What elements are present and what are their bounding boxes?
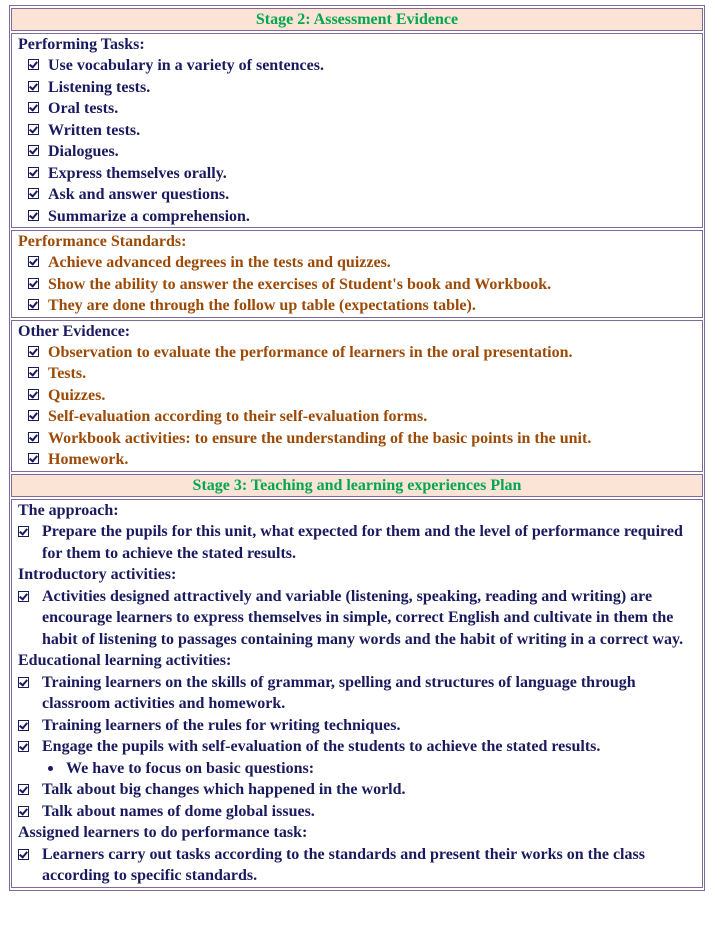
list-item: Listening tests. — [12, 77, 702, 99]
checkbox-icon — [28, 299, 39, 310]
checkbox-icon — [18, 849, 29, 860]
other-evidence-list — [12, 342, 702, 471]
checkbox-icon — [18, 784, 29, 795]
performing-tasks-heading: Performing Tasks: — [18, 36, 145, 53]
list-item: Observation to evaluate the performance of learners in the oral presentation. — [12, 342, 702, 364]
list-item: Engage the pupils with self-evaluation of the students to achieve the stated results. — [18, 736, 698, 758]
checkbox-icon — [28, 410, 39, 421]
educational-heading: Educational learning activities: — [18, 652, 232, 669]
checkbox-icon — [28, 346, 39, 357]
list-item: Summarize a comprehension. — [12, 206, 702, 228]
checkbox-icon — [28, 81, 39, 92]
performing-tasks-section — [11, 33, 703, 228]
performance-standards-section — [11, 230, 703, 318]
checkbox-icon — [28, 367, 39, 378]
list-item: Quizzes. — [12, 385, 702, 407]
list-item: Oral tests. — [12, 98, 702, 120]
checkbox-icon — [28, 210, 39, 221]
list-item: Dialogues. — [12, 141, 702, 163]
checkbox-icon — [28, 102, 39, 113]
performance-standards-list — [12, 252, 702, 317]
list-item: Express themselves orally. — [12, 163, 702, 185]
checkbox-icon — [18, 741, 29, 752]
checkbox-icon — [28, 432, 39, 443]
other-evidence-section — [11, 320, 703, 472]
stage3-title: Stage 3: Teaching and learning experiences Plan — [192, 476, 522, 494]
plan-section — [11, 499, 703, 888]
list-item: Talk about big changes which happened in the world. — [18, 779, 698, 801]
list-item: Workbook activities: to ensure the understanding of the basic points in the unit. — [12, 428, 702, 450]
list-item: Training learners of the rules for writing techniques. — [18, 715, 698, 737]
bullet-item: We have to focus on basic questions: — [18, 758, 698, 780]
list-item: Self-evaluation according to their self-evaluation forms. — [12, 406, 702, 428]
checkbox-icon — [28, 278, 39, 289]
list-item: Tests. — [12, 363, 702, 385]
other-evidence-heading: Other Evidence: — [18, 322, 131, 340]
checkbox-icon — [28, 145, 39, 156]
performance-standards-heading: Performance Standards: — [18, 233, 187, 250]
approach-heading: The approach: — [18, 501, 119, 519]
stage2-header — [11, 8, 703, 31]
list-item: Show the ability to answer the exercises of Student's book and Workbook. — [12, 274, 702, 296]
list-item: Achieve advanced degrees in the tests and quizzes. — [12, 252, 702, 274]
checkbox-icon — [18, 677, 29, 688]
list-item: Training learners on the skills of grammar, spelling and structures of language through classroom activities and homework. — [18, 672, 698, 715]
checkbox-icon — [28, 59, 39, 70]
checkbox-icon — [18, 526, 29, 537]
stage3-header — [11, 474, 703, 497]
stage2-title: Stage 2: Assessment Evidence — [255, 11, 459, 28]
performing-tasks-list — [12, 55, 702, 227]
checkbox-icon — [28, 453, 39, 464]
checkbox-icon — [28, 124, 39, 135]
list-item: Prepare the pupils for this unit, what expected for them and the level of performance required for them to achieve the stated results. — [18, 521, 698, 564]
list-item: Activities designed attractively and variable (listening, speaking, reading and writing) are encourage learners to express themselves in simple, correct English and cultivate in them the habit of listening to passages containing many words and the habit of writing in a correct way. — [18, 586, 698, 651]
checkbox-icon — [28, 188, 39, 199]
checkbox-icon — [28, 256, 39, 267]
checkbox-icon — [18, 720, 29, 731]
lesson-plan-document — [9, 5, 705, 891]
list-item: Homework. — [12, 449, 702, 471]
introductory-heading: Introductory activities: — [18, 566, 177, 583]
list-item: Use vocabulary in a variety of sentences. — [12, 55, 702, 77]
list-item: Talk about names of dome global issues. — [18, 801, 698, 823]
checkbox-icon — [28, 167, 39, 178]
checkbox-icon — [28, 389, 39, 400]
checkbox-icon — [18, 591, 29, 602]
list-item: Written tests. — [12, 120, 702, 142]
assigned-heading: Assigned learners to do performance task: — [18, 824, 308, 841]
checkbox-icon — [18, 806, 29, 817]
list-item: Learners carry out tasks according to the standards and present their works on the class according to specific standards. — [18, 844, 698, 887]
list-item: Ask and answer questions. — [12, 184, 702, 206]
list-item: They are done through the follow up table (expectations table). — [12, 295, 702, 317]
